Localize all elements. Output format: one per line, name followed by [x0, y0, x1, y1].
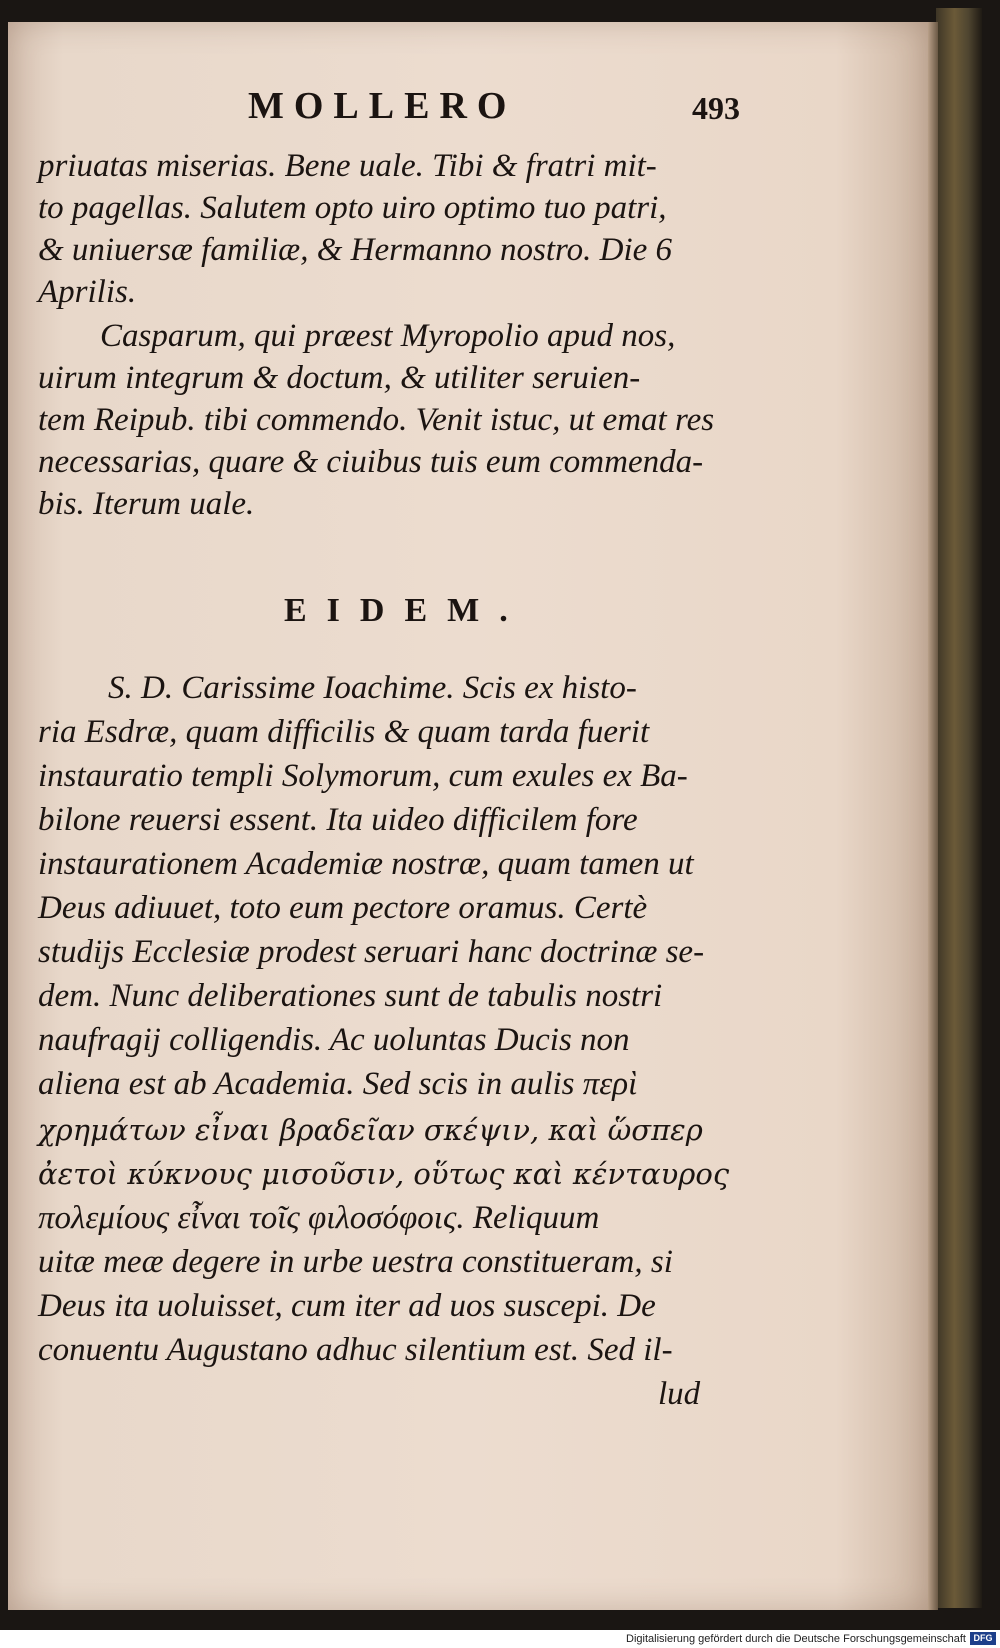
catchword: lud: [658, 1376, 701, 1412]
book-spine: [936, 8, 982, 1608]
greek-text-line: χρημάτων εἶναι βραδεῖαν σκέψιν, καὶ ὥσπερ: [38, 1113, 703, 1147]
text-line: uitæ meæ degere in urbe uestra constitueram, si: [38, 1244, 673, 1280]
dfg-logo: DFG: [970, 1632, 996, 1645]
text-line: naufragij colligendis. Ac uoluntas Ducis non: [38, 1022, 630, 1058]
text-line: dem. Nunc deliberationes sunt de tabulis nostri: [38, 978, 663, 1014]
text-line: to pagellas. Salutem opto uiro optimo tuo patri,: [38, 190, 667, 226]
text-line: ria Esdræ, quam difficilis & quam tarda fuerit: [38, 714, 650, 750]
text-line: conuentu Augustano adhuc silentium est. Sed il-: [38, 1332, 673, 1368]
text-line: studijs Ecclesiæ prodest seruari hanc doctrinæ se-: [38, 934, 705, 970]
text-line: Casparum, qui præest Myropolio apud nos,: [100, 318, 676, 354]
running-title: MOLLERO: [248, 85, 517, 127]
text-line: necessarias, quare & ciuibus tuis eum commenda-: [38, 444, 704, 480]
text-line: & uniuersæ familiæ, & Hermanno nostro. Die 6: [38, 232, 673, 268]
book-page: [8, 22, 928, 1610]
text-line: bilone reuersi essent. Ita uideo difficilem fore: [38, 802, 638, 838]
text-line: instaurationem Academiæ nostræ, quam tamen ut: [38, 846, 694, 882]
page-number: 493: [692, 90, 740, 126]
funding-credit: Digitalisierung gefördert durch die Deutsche Forschungsgemeinschaft: [626, 1633, 966, 1645]
text-line: S. D. Carissime Ioachime. Scis ex histo-: [108, 670, 637, 706]
greek-text-line: ἀετοὶ κύκνους μισοῦσιν, οὕτως καὶ κένταυρος: [38, 1157, 730, 1191]
text-line: tem Reipub. tibi commendo. Venit istuc, ut emat res: [38, 402, 715, 438]
text-line: uirum integrum & doctum, & utiliter seruien-: [38, 360, 641, 396]
text-line: Deus adiuuet, toto eum pectore oramus. Certè: [38, 890, 648, 926]
text-line: Aprilis.: [38, 274, 137, 310]
text-line: aliena est ab Academia. Sed scis in aulis περὶ: [38, 1066, 638, 1102]
text-line: πολεμίους εἶναι τοῖς φιλοσόφοις. Reliquum: [38, 1200, 600, 1236]
section-heading: EIDEM.: [284, 592, 528, 629]
page-text: [8, 22, 928, 1610]
text-line: bis. Iterum uale.: [38, 486, 255, 522]
text-line: Deus ita uoluisset, cum iter ad uos suscepi. De: [38, 1288, 656, 1324]
text-line: instauratio templi Solymorum, cum exules ex Ba-: [38, 758, 688, 794]
text-line: priuatas miserias. Bene uale. Tibi & fratri mit-: [38, 148, 657, 184]
page-edge: [928, 22, 938, 1610]
footer-bar: [0, 1630, 1000, 1648]
